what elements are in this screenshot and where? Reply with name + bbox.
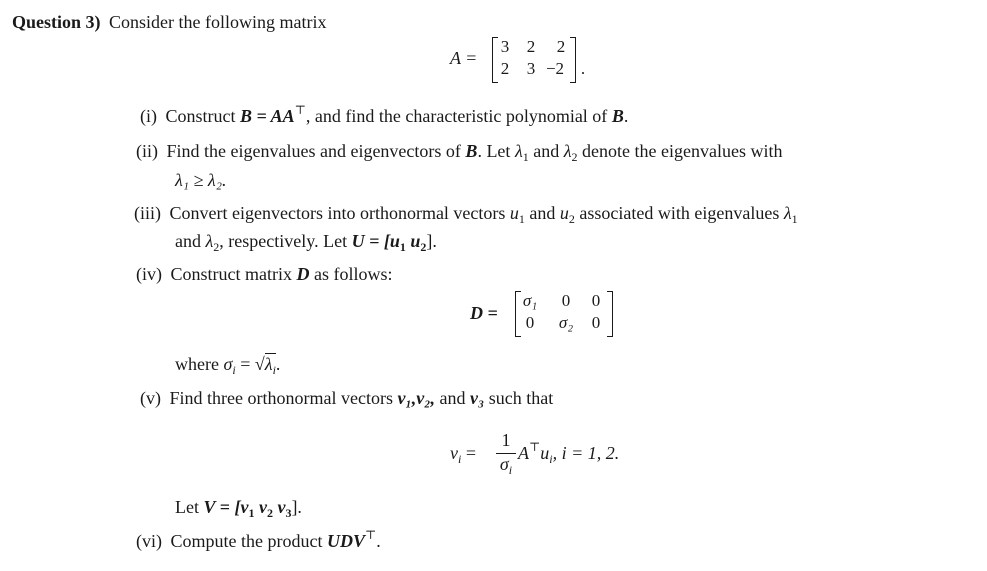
sub-1: 1: [518, 212, 525, 226]
item-iii-and2: and: [175, 231, 201, 251]
matrix-a-cell: 3: [526, 59, 536, 78]
u-2: u: [559, 203, 569, 223]
item-ii-b: B: [465, 141, 478, 161]
sub-i: i: [549, 452, 553, 466]
sigma-symbol: σ: [223, 354, 233, 374]
sub-1: 1: [248, 506, 255, 520]
item-iv-d: D: [296, 264, 310, 284]
fraction-denominator: [496, 454, 516, 475]
item-v-text-b: such that: [488, 388, 554, 408]
u-1: u: [509, 203, 519, 223]
matrix-a: [492, 37, 590, 83]
item-ii-and: and: [533, 141, 560, 161]
matrix-a-cell: −2: [545, 59, 565, 78]
matrix-a-cell: 2: [526, 37, 536, 56]
sqrt-symbol: √: [254, 354, 265, 374]
item-iii-text: Convert eigenvectors into orthonormal vectors: [169, 203, 506, 223]
sub-i: i: [458, 452, 462, 466]
sub-1: 1: [522, 150, 529, 164]
lambda-2: λ: [563, 141, 572, 161]
sub-2: 2: [571, 150, 578, 164]
v-3: v: [277, 497, 286, 517]
matrix-d: [515, 291, 611, 337]
matrix-d-right-bracket: [607, 291, 613, 337]
item-vi-text: Compute the product: [170, 531, 323, 551]
item-i-end-sym: B: [611, 106, 624, 126]
lambda-1: λ: [783, 203, 792, 223]
where-text: where: [175, 354, 219, 374]
item-ii-line1: [136, 141, 782, 162]
item-iii-line1: [134, 203, 798, 224]
item-v-v3: v₃: [469, 388, 485, 408]
item-vi-expr: UDV: [326, 531, 365, 551]
item-i-text-pre: Construct: [165, 106, 236, 126]
sub-2: 2: [420, 240, 427, 254]
sub-1: 1: [399, 240, 406, 254]
matrix-a-cell: 2: [556, 37, 566, 56]
lambda-symbol: λ: [264, 354, 273, 374]
matrix-d-cell: 0: [591, 313, 601, 332]
lambda-1: λ: [514, 141, 523, 161]
sub-i: i: [272, 363, 276, 377]
u-1-bold: u: [389, 231, 400, 251]
item-iii-and: and: [529, 203, 556, 223]
sub-i: i: [508, 463, 513, 477]
sub-3: 3: [285, 506, 292, 520]
fraction-one-over-sigma: [496, 430, 516, 478]
let-v: [175, 497, 302, 518]
u-matrix-close: ].: [426, 231, 437, 251]
item-v: [140, 388, 553, 409]
sub-2: 2: [213, 240, 220, 254]
matrix-d-cell: 0: [591, 291, 601, 310]
matrix-a-cell: 2: [500, 59, 510, 78]
item-iv: [136, 264, 392, 285]
matrix-d-cell: σ₁: [522, 291, 538, 310]
item-ii-text: Find the eigenvalues and eigenvectors of: [166, 141, 461, 161]
sub-2: 2: [266, 506, 273, 520]
matrix-a-cell: 3: [500, 37, 510, 56]
item-vi-end: .: [376, 531, 381, 551]
item-i-text-post: , and find the characteristic polynomial of: [305, 106, 608, 126]
matrix-a-right-bracket: [570, 37, 576, 83]
question-header: [12, 12, 326, 33]
transpose-symbol: ⊤: [365, 528, 377, 542]
item-vi-number: (vi): [136, 531, 162, 551]
sigma-def-end: .: [275, 354, 281, 374]
item-ii-line2: λ₁ ≥ λ₂.: [175, 170, 227, 190]
item-v-vectors: v₁,v₂,: [397, 388, 435, 408]
item-v-and: and: [439, 388, 466, 408]
transpose-symbol: ⊤: [294, 103, 306, 117]
item-i-number: (i): [140, 106, 157, 126]
v-symbol: v: [450, 443, 458, 463]
item-ii-text-b: . Let: [477, 141, 511, 161]
item-ii-number: (ii): [136, 141, 158, 161]
v-matrix-close: ].: [291, 497, 302, 517]
sigma-definition: [175, 354, 280, 375]
question-intro: Consider the following matrix: [109, 12, 327, 32]
u-symbol: u: [540, 443, 550, 463]
a-symbol: A: [518, 443, 529, 463]
sub-2: 2: [568, 212, 575, 226]
item-v-number: (v): [140, 388, 161, 408]
v-equation: [450, 443, 476, 464]
matrix-d-cell: 0: [561, 291, 571, 310]
sub-i: i: [232, 363, 236, 377]
item-iii-line2: [175, 231, 437, 252]
matrix-a-period: .: [580, 59, 586, 78]
lambda-2: λ: [205, 231, 214, 251]
let-text: Let: [175, 497, 199, 517]
v-equation-rhs: [518, 440, 620, 466]
item-i-expr: B = AA: [240, 106, 295, 126]
item-vi: [136, 528, 381, 552]
item-i-end: .: [623, 106, 629, 126]
item-iv-text: Construct matrix: [170, 264, 292, 284]
item-v-text: Find three orthonormal vectors: [169, 388, 393, 408]
item-iv-number: (iv): [136, 264, 162, 284]
item-iii-text-b: associated with eigenvalues: [579, 203, 780, 223]
v-matrix-expr: V = [: [203, 497, 241, 517]
u-2-bold: u: [410, 231, 421, 251]
u-matrix-expr: U = [: [351, 231, 390, 251]
matrix-d-name: D =: [470, 303, 498, 323]
matrix-d-cell: 0: [525, 313, 535, 332]
sqrt-content: [264, 353, 276, 377]
transpose-symbol: ⊤: [529, 440, 541, 454]
v-2: v: [258, 497, 267, 517]
v-1: v: [240, 497, 249, 517]
sub-1: 1: [791, 212, 798, 226]
v-equation-index: , i = 1, 2.: [552, 443, 620, 463]
equals-sign: =: [240, 354, 251, 374]
sigma-symbol: σ: [499, 454, 509, 474]
question-label: Question 3): [12, 12, 101, 32]
item-i: [140, 103, 629, 127]
item-iii-number: (iii): [134, 203, 161, 223]
item-iv-text-b: as follows:: [313, 264, 393, 284]
matrix-a-name: A =: [450, 48, 478, 68]
fraction-numerator: 1: [501, 430, 511, 450]
item-iii-text-c: , respectively. Let: [219, 231, 348, 251]
item-ii-text-d: denote the eigenvalues with: [582, 141, 783, 161]
matrix-d-cell: σ₂: [558, 313, 574, 332]
equals-sign: =: [465, 443, 476, 463]
